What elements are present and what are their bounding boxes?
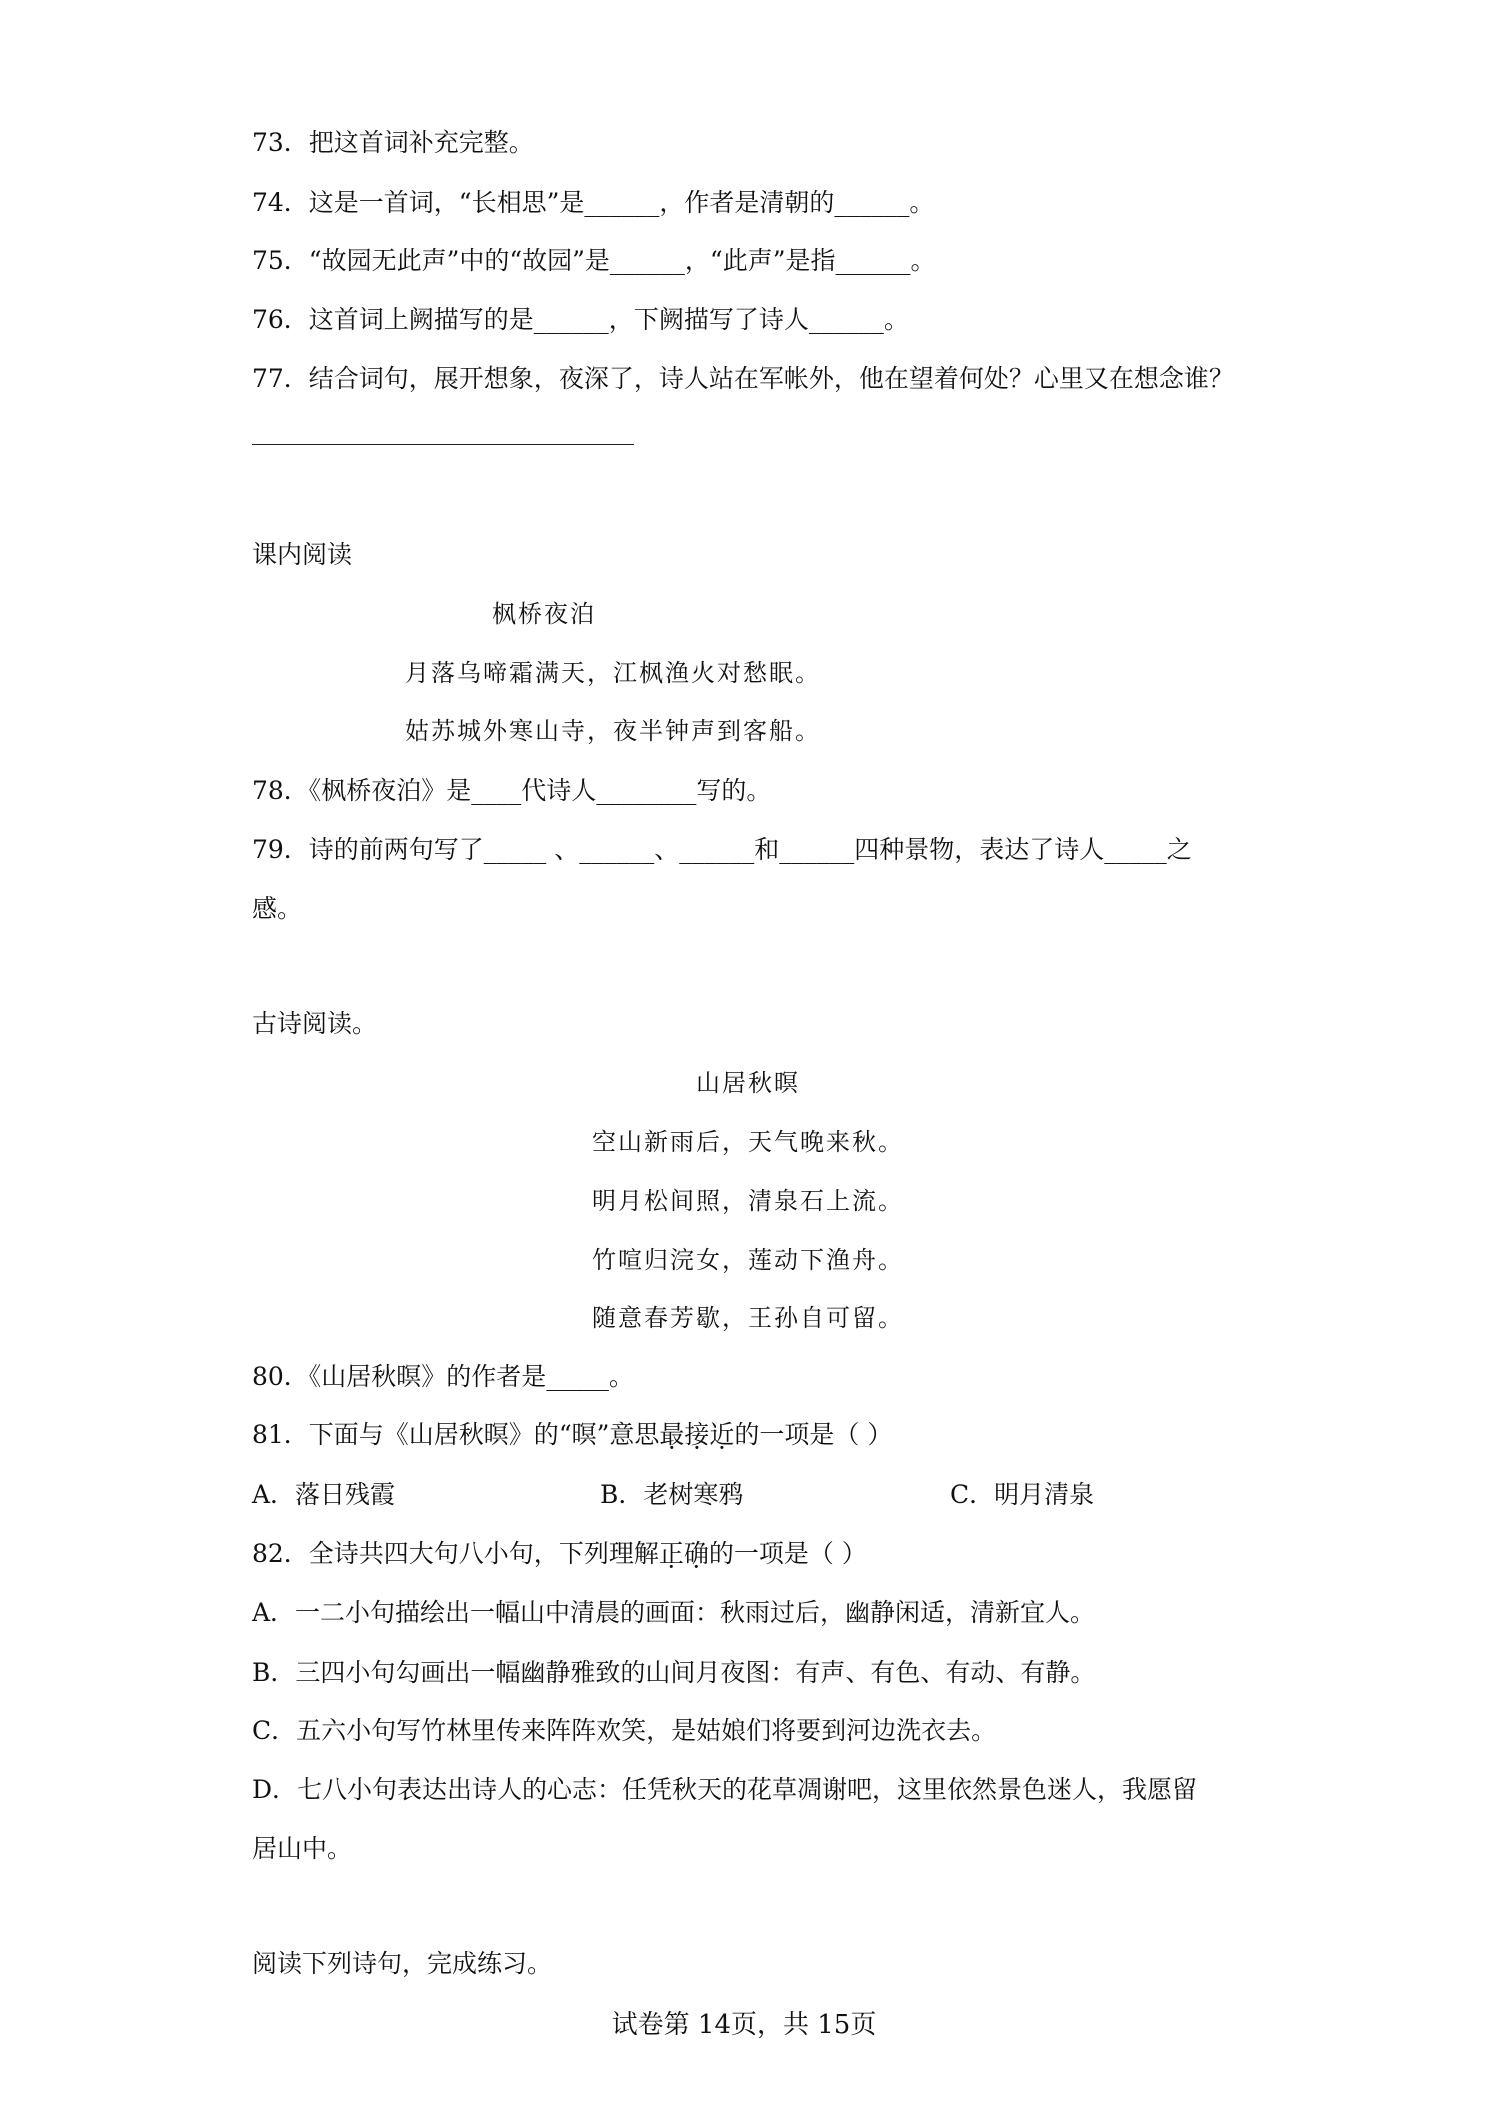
question-82-prefix: 82．全诗共四大句八小句，下列理解: [252, 1539, 659, 1568]
option-82-b: B．三四小句勾画出一幅幽静雅致的山间月夜图：有声、有色、有动、有静。: [252, 1658, 1096, 1687]
poem-line: 竹喧归浣女，莲动下渔舟。: [592, 1246, 904, 1274]
poem-title-fengqiao: 枫桥夜泊: [492, 600, 596, 628]
dotted-char: 确: [683, 1539, 709, 1568]
question-82-suffix: 的一项是（ ）: [708, 1539, 867, 1568]
poem-line: 明月松间照，清泉石上流。: [592, 1187, 904, 1215]
section-heading-yuedu: 阅读下列诗句，完成练习。: [252, 1949, 553, 1978]
question-78: 78．《枫桥夜泊》是____代诗人________写的。: [252, 776, 772, 805]
question-73: 73．把这首词补充完整。: [252, 128, 534, 157]
question-79-cont: 感。: [252, 894, 303, 923]
poem-title-shanju: 山居秋暝: [696, 1069, 800, 1097]
poem-line: 随意春芳歇，王孙自可留。: [592, 1304, 904, 1332]
option-82-a: A．一二小句描绘出一幅山中清晨的画面：秋雨过后，幽静闲适，清新宜人。: [252, 1598, 1096, 1627]
section-heading-kenei: 课内阅读: [252, 540, 353, 569]
option-82-d: D．七八小句表达出诗人的心志：任凭秋天的花草凋谢吧，这里依然景色迷人，我愿留: [252, 1775, 1198, 1804]
page-footer: 试卷第 14页，共 15页: [611, 2010, 877, 2040]
option-82-c: C．五六小句写竹林里传来阵阵欢笑，是姑娘们将要到河边洗衣去。: [252, 1716, 997, 1745]
question-74: 74．这是一首词，“长相思”是______，作者是清朝的______。: [252, 188, 935, 217]
dotted-char: 接: [684, 1420, 710, 1449]
question-80: 80．《山居秋暝》的作者是_____。: [252, 1362, 634, 1391]
question-76: 76．这首词上阙描写的是______，下阙描写了诗人______。: [252, 305, 909, 334]
option-82-d-cont: 居山中。: [252, 1834, 353, 1863]
option-81-a: A．落日残霞: [252, 1480, 396, 1509]
question-82: [252, 1537, 867, 1571]
poem-line: 姑苏城外寒山寺，夜半钟声到客船。: [405, 717, 821, 745]
section-heading-gushi: 古诗阅读。: [252, 1009, 378, 1038]
poem-line: 空山新雨后，天气晚来秋。: [592, 1128, 904, 1156]
answer-line-77: [252, 444, 634, 445]
poem-line: 月落乌啼霜满天，江枫渔火对愁眠。: [405, 659, 821, 687]
question-75: 75．“故园无此声”中的“故园”是______，“此声”是指______。: [252, 246, 936, 275]
question-81: [252, 1418, 892, 1452]
option-81-b: B．老树寒鸦: [600, 1480, 744, 1509]
question-81-prefix: 81．下面与《山居秋暝》的“暝”意思: [252, 1420, 660, 1449]
dotted-char: 近: [709, 1420, 735, 1449]
question-81-suffix: 的一项是（ ）: [734, 1420, 893, 1449]
option-81-c: C．明月清泉: [950, 1480, 1095, 1509]
dotted-char: 最: [659, 1420, 685, 1449]
question-79: 79．诗的前两句写了_____ 、______、______和______四种景物，表达了诗人_____之: [252, 835, 1192, 864]
question-77: 77．结合词句，展开想象，夜深了，诗人站在军帐外，他在望着何处？心里又在想念谁？: [252, 364, 1234, 393]
dotted-char: 正: [658, 1539, 684, 1568]
